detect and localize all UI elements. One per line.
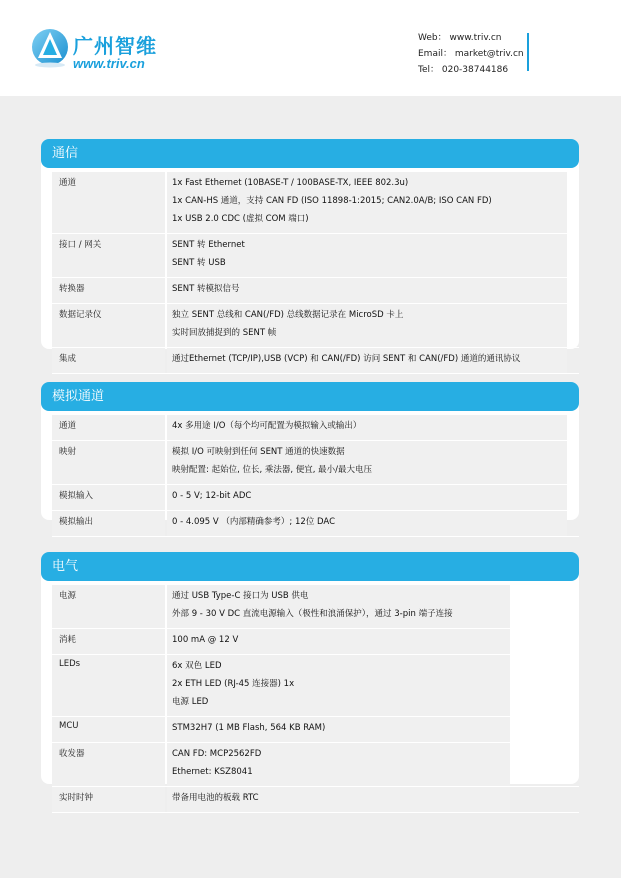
- spec-table: [52, 585, 579, 813]
- value-line: CAN FD: MCP2562FD: [172, 749, 262, 759]
- row-value: [167, 743, 510, 786]
- row-key: 通道: [52, 415, 165, 440]
- table-row: [52, 485, 579, 511]
- row-key: 模拟输入: [52, 485, 165, 510]
- row-key: 映射: [52, 441, 165, 484]
- value-line: 带备用电池的板载 RTC: [172, 793, 259, 803]
- value-line: Ethernet: KSZ8041: [172, 767, 253, 777]
- table-row: [52, 234, 579, 278]
- value-line: 模拟 I/O 可映射到任何 SENT 通道的快速数据: [172, 447, 345, 457]
- spec-table: [52, 415, 579, 537]
- value-line: 2x ETH LED (RJ-45 连接器) 1x: [172, 679, 295, 689]
- row-value: [167, 585, 510, 628]
- value-line: 电源 LED: [172, 697, 209, 707]
- row-key: 接口 / 网关: [52, 234, 165, 277]
- row-value: [167, 787, 510, 812]
- triv-logo: [31, 27, 171, 75]
- row-value: [167, 629, 510, 654]
- row-value: [167, 278, 567, 303]
- table-row: [52, 655, 579, 717]
- value-line: 4x 多用途 I/O（每个均可配置为模拟输入或输出）: [172, 421, 362, 431]
- table-row: [52, 172, 579, 234]
- value-line: 1x USB 2.0 CDC (虚拟 COM 端口): [172, 214, 309, 224]
- row-value: [167, 234, 567, 277]
- triv-logo-icon: [31, 27, 71, 71]
- row-key: 实时时钟: [52, 787, 165, 812]
- table-row: [52, 585, 579, 629]
- row-value: [167, 415, 567, 440]
- value-line: 独立 SENT 总线和 CAN(/FD) 总线数据记录在 MicroSD 卡上: [172, 310, 404, 320]
- section-title: 模拟通道: [41, 382, 579, 411]
- value-line: 通过Ethernet (TCP/IP),USB (VCP) 和 CAN(/FD) 访问 SENT 和 CAN(/FD) 通道的通讯协议: [172, 354, 521, 364]
- page-header: [0, 0, 621, 96]
- row-value: [167, 304, 567, 347]
- value-line: 1x Fast Ethernet (10BASE-T / 100BASE-TX, IEEE 802.3u): [172, 178, 409, 188]
- table-row: [52, 787, 579, 813]
- contact-divider: [527, 33, 529, 71]
- value-line: SENT 转 Ethernet: [172, 240, 245, 250]
- value-line: SENT 转模拟信号: [172, 284, 240, 294]
- row-value: [167, 348, 567, 373]
- section-title: 通信: [41, 139, 579, 168]
- value-line: 0 - 4.095 V （内部精确参考）; 12位 DAC: [172, 517, 336, 527]
- row-value: [167, 172, 567, 233]
- logo-chinese-name: 广州智维: [73, 34, 157, 58]
- spec-table: [52, 172, 579, 374]
- row-key: 通道: [52, 172, 165, 233]
- section-communication: [41, 139, 579, 364]
- section-analog-channels: [41, 382, 579, 527]
- table-row: [52, 415, 579, 441]
- table-row: [52, 441, 579, 485]
- logo-url: www.triv.cn: [73, 56, 145, 71]
- row-key: 数据记录仪: [52, 304, 165, 347]
- table-row: [52, 717, 579, 743]
- section-electrical: [41, 552, 579, 803]
- section-title: 电气: [41, 552, 579, 581]
- value-line: STM32H7 (1 MB Flash, 564 KB RAM): [172, 723, 326, 733]
- row-value: [167, 717, 510, 742]
- row-key: 消耗: [52, 629, 165, 654]
- contact-tel: Tel： 020-38744186: [418, 65, 509, 75]
- value-line: 映射配置: 起始位, 位长, 乘法器, 便宜, 最小/最大电压: [172, 465, 373, 475]
- value-line: 1x CAN-HS 通道，支持 CAN FD (ISO 11898-1:2015; CAN2.0A/B; ISO CAN FD): [172, 196, 492, 206]
- row-key: 模拟输出: [52, 511, 165, 536]
- row-value: [167, 441, 567, 484]
- row-key: MCU: [52, 717, 165, 742]
- value-line: 外部 9 - 30 V DC 直流电源输入（极性和浪涌保护），通过 3-pin 端子连接: [172, 609, 453, 619]
- value-line: 100 mA @ 12 V: [172, 635, 239, 645]
- row-value: [167, 485, 567, 510]
- table-row: [52, 743, 579, 787]
- contact-info: [418, 30, 524, 78]
- contact-email: Email： market@triv.cn: [418, 49, 524, 59]
- row-value: [167, 511, 567, 536]
- value-line: 实时回放捕捉到的 SENT 帧: [172, 328, 277, 338]
- table-row: [52, 304, 579, 348]
- row-key: LEDs: [52, 655, 165, 716]
- value-line: SENT 转 USB: [172, 258, 226, 268]
- value-line: 通过 USB Type-C 接口为 USB 供电: [172, 591, 309, 601]
- row-key: 转换器: [52, 278, 165, 303]
- value-line: 0 - 5 V; 12-bit ADC: [172, 491, 252, 501]
- row-key: 电源: [52, 585, 165, 628]
- table-row: [52, 348, 579, 374]
- value-line: 6x 双色 LED: [172, 661, 222, 671]
- table-row: [52, 278, 579, 304]
- row-key: 收发器: [52, 743, 165, 786]
- table-row: [52, 511, 579, 537]
- row-key: 集成: [52, 348, 165, 373]
- table-row: [52, 629, 579, 655]
- row-value: [167, 655, 510, 716]
- contact-web: Web： www.triv.cn: [418, 33, 502, 43]
